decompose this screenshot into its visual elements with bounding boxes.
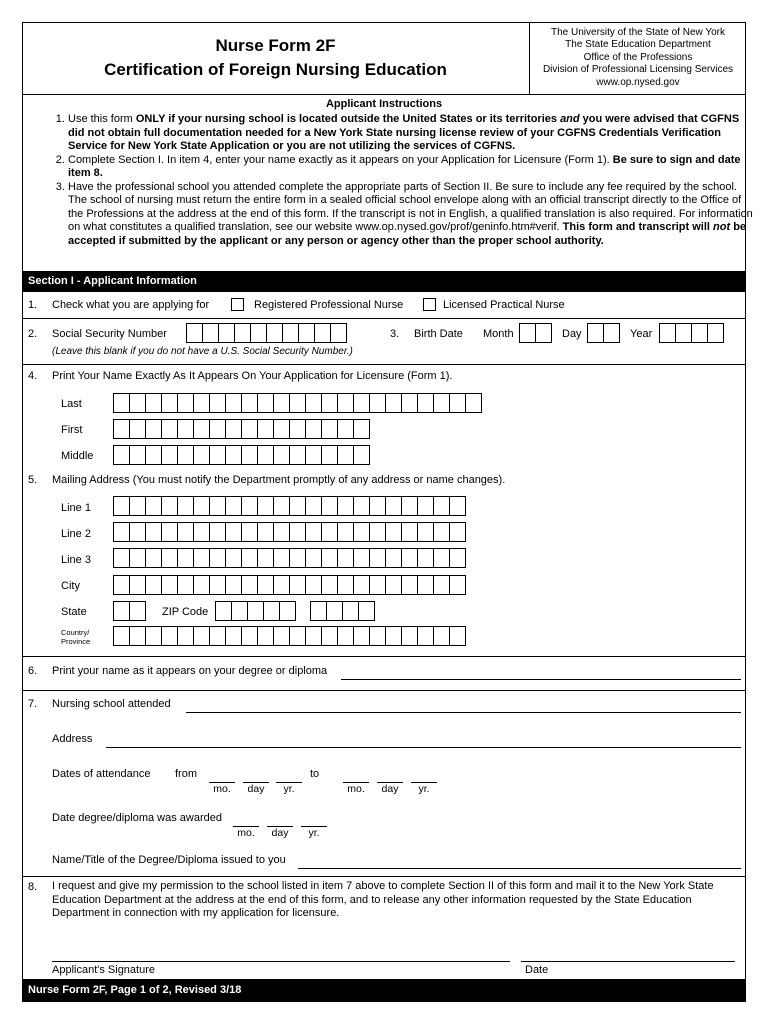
agency-line: The University of the State of New York (551, 26, 725, 38)
instruction-item: 1. Use this form ONLY if your nursing school is located outside the United States or its territories and you were advised that CGFNS did not obtain full documentation needed for a New York State nursing license review of your CGFNS Credentials Verification Service for New York State Application or you are not utilizing the services of CGFNS. (68, 113, 758, 154)
instructions-title: Applicant Instructions (325, 98, 443, 110)
yr-label: yr. (308, 827, 320, 839)
school-input[interactable] (186, 712, 741, 713)
birth-date-label: Birth Date (414, 328, 463, 340)
item-number: 4. (28, 370, 38, 382)
rn-checkbox[interactable] (231, 298, 244, 311)
item-number: 2. (28, 328, 38, 340)
state-label: State (61, 606, 87, 618)
line2-label: Line 2 (61, 528, 91, 540)
date-input[interactable] (521, 961, 735, 962)
rn-option-label: Registered Professional Nurse (254, 299, 404, 311)
first-name-input[interactable] (113, 419, 369, 439)
item-number: 6. (28, 665, 38, 677)
middle-name-input[interactable] (113, 445, 369, 465)
address-line2-input[interactable] (113, 522, 465, 542)
middle-name-label: Middle (61, 450, 94, 462)
degree-title-input[interactable] (298, 868, 741, 869)
divider (22, 318, 746, 319)
form-title-block (22, 22, 530, 95)
day-label: day (381, 783, 399, 795)
address-line3-input[interactable] (113, 548, 465, 568)
applying-for-label: Check what you are applying for (52, 299, 210, 311)
lpn-checkbox[interactable] (423, 298, 436, 311)
mo-label: mo. (347, 783, 365, 795)
yr-label: yr. (283, 783, 295, 795)
dates-label: Dates of attendance (52, 768, 151, 780)
zip-label: ZIP Code (162, 606, 209, 618)
agency-line: Division of Professional Licensing Services (542, 64, 734, 76)
degree-title-label: Name/Title of the Degree/Diploma issued to you (52, 854, 286, 866)
section-header: Section I - Applicant Information (22, 271, 746, 292)
ssn-label: Social Security Number (52, 328, 167, 340)
birth-day-input[interactable] (587, 323, 619, 343)
lpn-option-label: Licensed Practical Nurse (443, 299, 565, 311)
city-label: City (61, 580, 80, 592)
birth-year-input[interactable] (659, 323, 723, 343)
divider (22, 876, 746, 877)
yr-label: yr. (418, 783, 430, 795)
date-label: Date (525, 964, 549, 976)
ssn-input[interactable] (186, 323, 346, 343)
last-name-label: Last (61, 398, 82, 410)
form-subtitle: Certification of Foreign Nursing Education (104, 60, 447, 79)
from-label: from (175, 768, 197, 780)
last-name-input[interactable] (113, 393, 481, 413)
instructions-list (50, 113, 758, 248)
to-label: to (310, 768, 320, 780)
name-instruction: Print Your Name Exactly As It Appears On Your Application for Licensure (Form 1). (52, 370, 453, 382)
city-input[interactable] (113, 575, 465, 595)
address-line1-input[interactable] (113, 496, 465, 516)
signature-label: Applicant's Signature (52, 964, 155, 976)
day-label: day (247, 783, 265, 795)
degree-name-input[interactable] (341, 679, 741, 680)
mailing-address-label: Mailing Address (You must notify the Department promptly of any address or name changes). (52, 474, 506, 486)
instruction-item: 2. Complete Section I. In item 4, enter your name exactly as it appears on your Application for Licensure (Form 1). Be sure to sign and date item 8. (68, 154, 758, 181)
degree-name-label: Print your name as it appears on your degree or diploma (52, 665, 328, 677)
school-address-input[interactable] (106, 747, 741, 748)
mo-label: mo. (237, 827, 255, 839)
agency-block (530, 22, 746, 95)
line3-label: Line 3 (61, 554, 91, 566)
awarded-label: Date degree/diploma was awarded (52, 812, 222, 824)
signature-input[interactable] (52, 961, 510, 962)
agency-website: www.op.nysed.gov (596, 76, 680, 88)
mo-label: mo. (213, 783, 231, 795)
item-number: 1. (28, 299, 38, 311)
instruction-item: 3. Have the professional school you attended complete the appropriate parts of Section II. Be sure to include any fee required by the school. The school of nursing must return the entire form in a sealed official school envelope along with an official transcript directly to the Office of the Professions at the address at the end of this form. If the transcript is not in English, a qualified translation is also required. For information on what constitutes a qualified translation, see our website www.op.nysed.gov/prof/geninfo.htm#verif. This form and transcript will not be accepted if submitted by the applicant or any person or agency other than the proper school authority. (68, 181, 758, 249)
consent-text: I request and give my permission to the school listed in item 7 above to complete Section II of this form and mail it to the New York State Education Department at the address at the end of this form, and to release any other information requested by the State Education Department in connection with my application for licensure. (52, 880, 714, 919)
country-input[interactable] (113, 626, 465, 646)
school-label: Nursing school attended (52, 698, 171, 710)
month-label: Month (483, 328, 514, 340)
school-address-label: Address (52, 733, 93, 745)
item-number: 7. (28, 698, 38, 710)
line1-label: Line 1 (61, 502, 91, 514)
item-number: 8. (28, 881, 38, 893)
divider (22, 364, 746, 365)
day-label: day (271, 827, 289, 839)
birth-month-input[interactable] (519, 323, 551, 343)
agency-line: The State Education Department (565, 39, 711, 51)
country-label: Country/ (61, 628, 90, 637)
first-name-label: First (61, 424, 83, 436)
zip-extension-input[interactable] (310, 601, 374, 621)
form-title: Nurse Form 2F (215, 36, 336, 55)
item-number: 5. (28, 474, 38, 486)
divider (22, 656, 746, 657)
state-input[interactable] (113, 601, 145, 621)
item-number: 3. (390, 328, 400, 340)
day-label: Day (562, 328, 582, 340)
year-label: Year (630, 328, 653, 340)
province-label: Province (61, 637, 91, 646)
agency-line: Office of the Professions (583, 51, 693, 63)
ssn-note: (Leave this blank if you do not have a U.S. Social Security Number.) (52, 346, 353, 357)
footer-bar: Nurse Form 2F, Page 1 of 2, Revised 3/18 (22, 979, 746, 1002)
zip-input[interactable] (215, 601, 295, 621)
divider (22, 690, 746, 691)
